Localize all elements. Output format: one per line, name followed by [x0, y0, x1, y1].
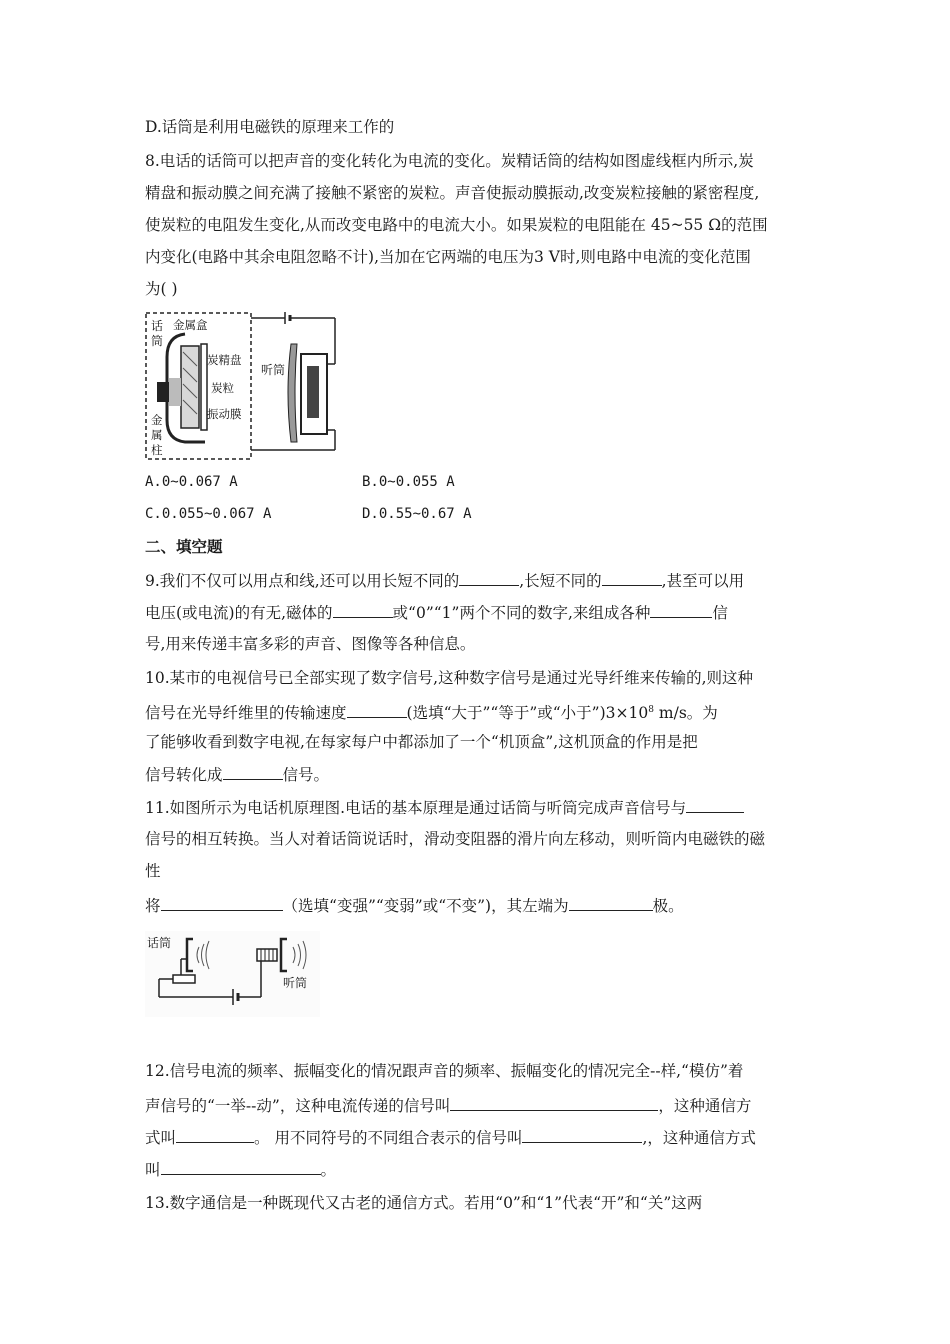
- q8-line-3: 使炭粒的电阻发生变化,从而改变电路中的电流大小。如果炭粒的电阻能在 45~55 Ω的范围: [145, 216, 768, 234]
- q12-line-4: 叫 。: [145, 1161, 337, 1179]
- q8-option-c: C.0.055~0.067 A: [145, 506, 272, 522]
- receiver-magnet: [307, 366, 319, 418]
- diaphragm-label: 振动膜: [207, 407, 242, 421]
- q10-line-3: 了能够收看到数字电视,在每家每户中都添加了一个“机顶盒”,这机顶盒的作用是把: [145, 733, 698, 751]
- telephone-principle-figure: [145, 931, 320, 1017]
- q9-line-3: 号,用来传递丰富多彩的声音、图像等各种信息。: [145, 635, 476, 653]
- q9-line-1: 9.我们不仅可以用点和线,还可以用长短不同的 ,长短不同的 ,甚至可以用: [145, 572, 745, 590]
- q9-blank-1[interactable]: [459, 570, 519, 586]
- q11-blank-3[interactable]: [569, 895, 653, 911]
- q8-line-2: 精盘和振动膜之间充满了接触不紧密的炭粒。声音使振动膜振动,改变炭粒接触的紧密程度,: [145, 184, 760, 202]
- q12-line-1: 12.信号电流的频率、振幅变化的情况跟声音的频率、振幅变化的情况完全--样,“模仿”着: [145, 1062, 744, 1080]
- q8-line-1: 8.电话的话筒可以把声音的变化转化为电流的变化。炭精话筒的结构如图虚线框内所示,炭: [145, 152, 754, 170]
- q12-blank-1[interactable]: [450, 1095, 658, 1111]
- q10-line-2: 信号在光导纤维里的传输速度 (选填“大于”“等于”或“小于$”)3\times 10^8$ m/s。为: [145, 704, 718, 723]
- q12-blank-3[interactable]: [522, 1127, 642, 1143]
- carbon-microphone-figure: [145, 312, 345, 462]
- q8-line-4: 内变化(电路中其余电阻忽略不计),当加在它两端的电压为3 V时,则电路中电流的变化范围: [145, 248, 751, 266]
- q10-blank-2[interactable]: [223, 764, 283, 780]
- mic-label-2: 筒: [151, 334, 164, 348]
- receiver-diaphragm: [288, 344, 297, 442]
- q9-line-2: 电压(或电流)的有无,磁体的 或“0”“1”两个不同的数字,来组成各种 信: [145, 604, 728, 622]
- receiver-label: 听筒: [261, 363, 286, 377]
- q12-blank-2[interactable]: [176, 1127, 254, 1143]
- q7-option-d: D.话筒是利用电磁铁的原理来工作的: [145, 118, 395, 136]
- q11-blank-1[interactable]: [686, 797, 744, 813]
- q12-line-3: 式叫 。 用不同符号的不同组合表示的信号叫 ,，这种通信方式: [145, 1129, 756, 1147]
- q11-mic-label: 话筒: [147, 936, 172, 950]
- q8-line-5: 为( ): [145, 280, 178, 298]
- q8-option-d: D.0.55~0.67 A: [362, 506, 472, 522]
- q11-line-3: 性: [145, 862, 161, 880]
- mic-label-1: 话: [151, 319, 164, 333]
- q11-electromagnet: [257, 949, 277, 961]
- q11-rheostat: [173, 975, 195, 983]
- q11-line-2: 信号的相互转换。当人对着话筒说话时，滑动变阻器的滑片向左移动，则听筒内电磁铁的磁: [145, 830, 766, 848]
- q13-line-1: 13.数字通信是一种既现代又古老的通信方式。若用“0”和“1”代表“开”和“关”这两: [145, 1194, 703, 1212]
- carbon-disc-label: 炭精盘: [207, 353, 242, 367]
- q12-blank-4[interactable]: [161, 1159, 321, 1175]
- metal-post-label-1: 金: [151, 413, 163, 427]
- q8-option-a: A.0~0.067 A: [145, 474, 238, 490]
- q10-line-4: 信号转化成 信号。: [145, 766, 330, 784]
- section-title-fill-blank: 二、填空题: [145, 538, 223, 556]
- q9-blank-4[interactable]: [650, 602, 712, 618]
- q12-line-2: 声信号的“一举--动”，这种电流传递的信号叫 ，这种通信方: [145, 1097, 752, 1115]
- metal-post-label-2: 属: [151, 428, 163, 442]
- q10-line-1: 10.某市的电视信号已全部实现了数字信号,这种数字信号是通过光导纤维来传输的,则这种: [145, 669, 754, 687]
- q11-receiver-label: 听筒: [283, 976, 308, 990]
- q8-option-b: B.0~0.055 A: [362, 474, 455, 490]
- metal-post-label-3: 柱: [151, 443, 163, 457]
- mic-insulator: [169, 378, 181, 406]
- q9-blank-2[interactable]: [602, 570, 662, 586]
- q11-blank-2[interactable]: [161, 895, 283, 911]
- q10-blank-1[interactable]: [347, 702, 407, 718]
- metal-box-label: 金属盒: [173, 318, 208, 332]
- metal-post-shape: [157, 382, 169, 402]
- q11-line-1: 11.如图所示为电话机原理图.电话的基本原理是通过话筒与听筒完成声音信号与: [145, 797, 744, 818]
- carbon-grain-label: 炭粒: [211, 381, 234, 395]
- q11-line-4: 将 （选填“变强”“变弱”或“不变”)，其左端为 极。: [145, 897, 684, 915]
- q9-blank-3[interactable]: [333, 602, 393, 618]
